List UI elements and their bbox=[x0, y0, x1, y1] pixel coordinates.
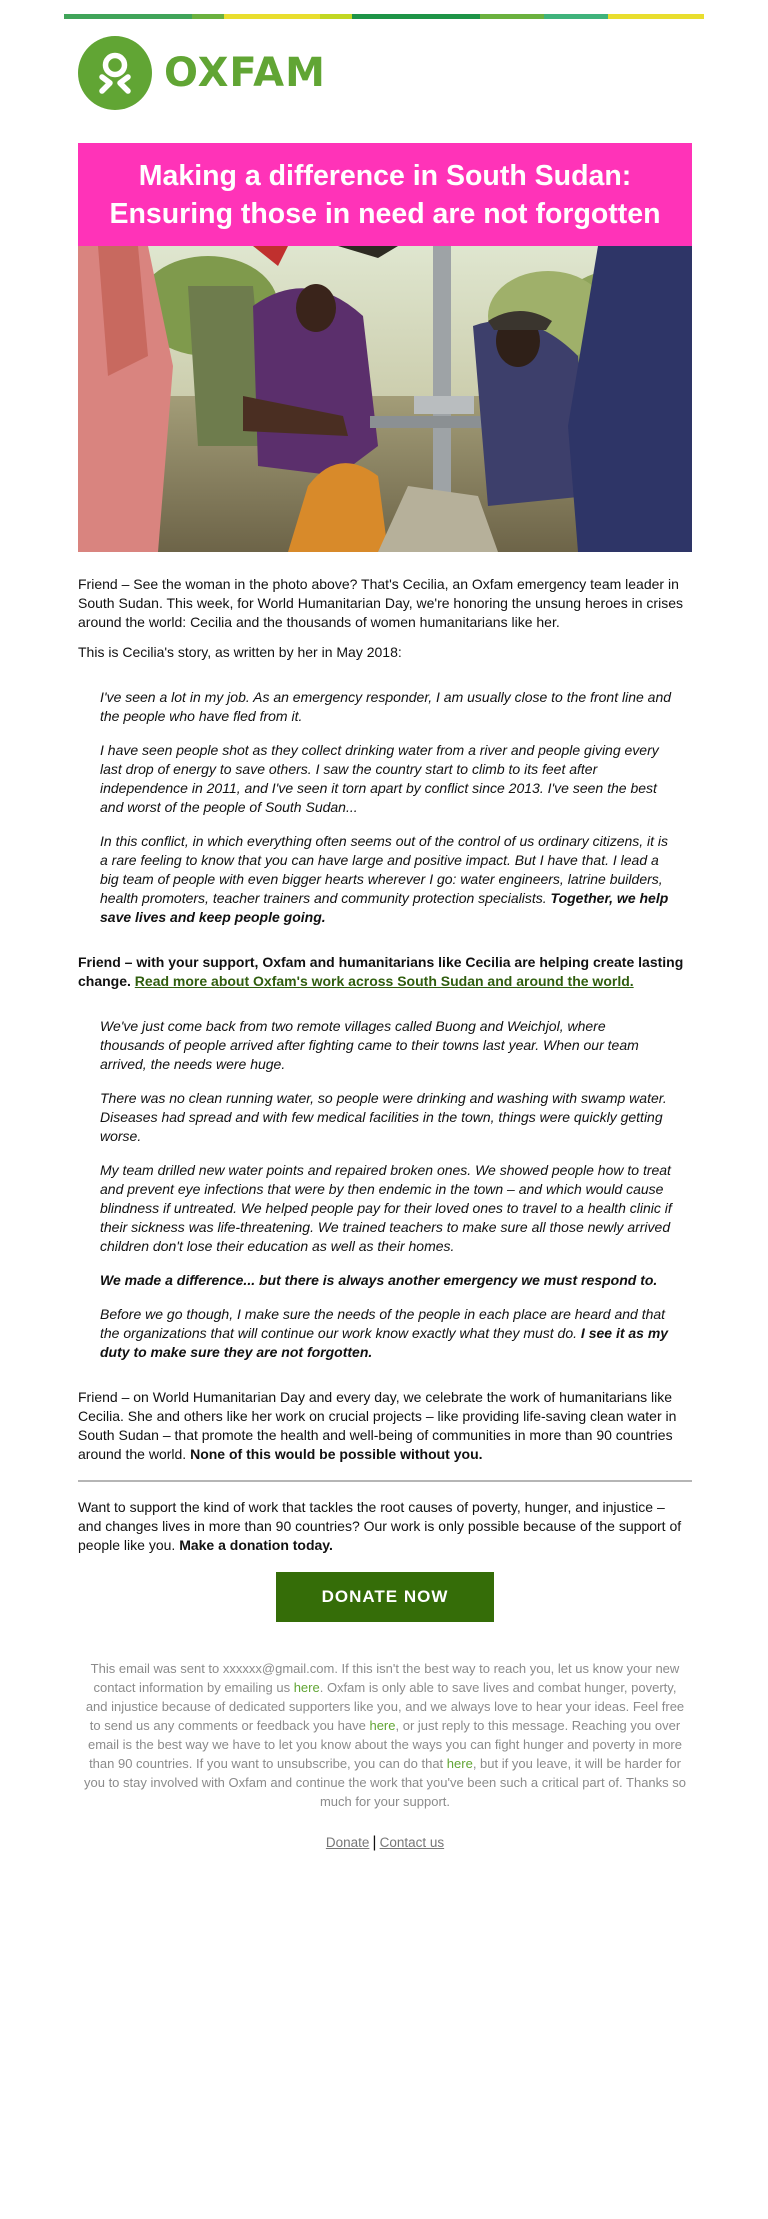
oxfam-wordmark: OXFAM bbox=[164, 50, 326, 96]
headline-banner bbox=[78, 143, 692, 246]
color-bar-segment bbox=[160, 14, 192, 19]
contact-email-link[interactable]: here bbox=[293, 1680, 320, 1695]
color-bar-segment bbox=[576, 14, 608, 19]
color-bar-segment bbox=[192, 14, 224, 19]
quote-paragraph: There was no clean running water, so people were drinking and washing with swamp water. Diseases had spread and with few medical facilities in the town, things were quickly getting worse. bbox=[100, 1090, 667, 1144]
quote-paragraph: My team drilled new water points and repaired broken ones. We showed people how to treat and prevent eye infections that were by then endemic in the town – and which would cause blindness if untreated. We helped people pay for their loved ones to travel to a health clinic if their sickness was life-threatening. We trained teachers to make sure all those newly arrived children don't lose their education as well as their homes. bbox=[100, 1162, 672, 1254]
quote-paragraph: Before we go though, I make sure the needs of the people in each place are heard and that the organizations that will continue our work know exactly what they must do. I see it as my duty to make sure they are not forgotten. bbox=[100, 1306, 669, 1360]
email-footer: This email was sent to xxxxxx@gmail.com. If this isn't the best way to reach you, let us know your new contact information by emailing us here. Oxfam is only able to save lives and combat hunger, poverty, and injustice because of dedicated supporters like you, and we always love to hear your ideas. Feel free to send us any comments or feedback you have here, or just reply to this message. Reaching you over email is the best way we have to let you know about the ways you can fight hunger and poverty in more than 90 countries. If you want to unsubscribe, you can do that here, but if you leave, it will be harder for you to stay involved with Oxfam and continue the work that you've been such a critical part of. Thanks so much for your support. bbox=[84, 1661, 687, 1809]
headline-line-1: Making a difference in South Sudan: bbox=[138, 159, 632, 192]
email-body bbox=[78, 575, 692, 1852]
quote-emphasis: Together, we help save lives and keep people going. bbox=[100, 890, 669, 925]
quote-paragraph: I have seen people shot as they collect drinking water from a river and people giving every last drop of energy to save others. I saw the country start to climb to its feet after independence in 2011, and I've seen it torn apart by conflict since 2013. I've seen the best and worst of the people of South Sudan... bbox=[100, 742, 659, 815]
cecilia-quote-2 bbox=[78, 1017, 692, 1362]
color-bar-segment bbox=[64, 14, 96, 19]
color-bar-segment bbox=[224, 14, 256, 19]
quote-emphasis: I see it as my duty to make sure they are not forgotten. bbox=[100, 1325, 669, 1360]
divider bbox=[78, 1480, 692, 1482]
read-more-link[interactable]: Read more about Oxfam's work across South Sudan and around the world. bbox=[134, 973, 634, 989]
color-bar-segment bbox=[352, 14, 384, 19]
quote-paragraph: I've seen a lot in my job. As an emergency responder, I am usually close to the front line and the people who have fled from it. bbox=[100, 689, 672, 724]
intro-paragraph: Friend – See the woman in the photo above? That's Cecilia, an Oxfam emergency team leader in South Sudan. This week, for World Humanitarian Day, we're honoring the unsung heroes in crises around the world: Cecilia and the thousands of women humanitarians like her. bbox=[78, 576, 683, 630]
donate-now-button[interactable]: DONATE NOW bbox=[276, 1572, 494, 1622]
color-bar-segment bbox=[256, 14, 288, 19]
quote-emphasis: We made a difference... but there is always another emergency we must respond to. bbox=[100, 1272, 658, 1288]
donate-button-wrap bbox=[78, 1572, 692, 1622]
hero-photo bbox=[78, 246, 692, 552]
color-bar-segment bbox=[640, 14, 672, 19]
footer-donate-link[interactable]: Donate bbox=[325, 1835, 370, 1850]
donation-appeal: Want to support the kind of work that tackles the root causes of poverty, hunger, and injustice – and changes lives in more than 90 countries? Our work is only possible because of the support of people like you. Make a donation today. bbox=[78, 1499, 682, 1553]
color-bar-segment bbox=[416, 14, 448, 19]
color-bar-segment bbox=[672, 14, 704, 19]
color-bar-segment bbox=[320, 14, 352, 19]
oxfam-logo[interactable] bbox=[78, 36, 326, 110]
color-bar-segment bbox=[288, 14, 320, 19]
story-intro: This is Cecilia's story, as written by her in May 2018: bbox=[78, 644, 402, 660]
color-bar-segment bbox=[448, 14, 480, 19]
footer-separator: | bbox=[372, 1834, 377, 1851]
color-bar-segment bbox=[512, 14, 544, 19]
quote-paragraph bbox=[100, 1271, 672, 1290]
quote-paragraph: In this conflict, in which everything often seems out of the control of us ordinary citizens, it is a rare feeling to know that you can have large and positive impact. But I have that. I lead a big team of people with even bigger hearts wherever I go: water engineers, latrine builders, health promoters, teacher trainers and community protection specialists. Together, we help save lives and keep people going. bbox=[100, 833, 669, 925]
footer-links bbox=[78, 1833, 692, 1852]
color-bar-segment bbox=[96, 14, 128, 19]
quote-paragraph: We've just come back from two remote villages called Buong and Weichjol, where thousands of people arrived after fighting came to their towns last year. When our team arrived, the needs were huge. bbox=[100, 1018, 639, 1072]
color-bar-segment bbox=[608, 14, 640, 19]
color-bar-segment bbox=[128, 14, 160, 19]
unsubscribe-link[interactable]: here bbox=[446, 1756, 473, 1771]
headline-line-2: Ensuring those in need are not forgotten bbox=[109, 197, 661, 230]
cecilia-quote-1 bbox=[78, 688, 692, 927]
closing-paragraph: Friend – on World Humanitarian Day and every day, we celebrate the work of humanitarians like Cecilia. She and others like her work on crucial projects – like providing life-saving clean water in South Sudan – that promote the health and well-being of communities in more than 90 countries around the world. None of this would be possible without you. bbox=[78, 1389, 677, 1462]
oxfam-logo-icon bbox=[78, 36, 152, 110]
brand-color-bar bbox=[64, 14, 704, 19]
color-bar-segment bbox=[480, 14, 512, 19]
footer-contact-link[interactable]: Contact us bbox=[379, 1835, 445, 1850]
color-bar-segment bbox=[384, 14, 416, 19]
feedback-link[interactable]: here bbox=[369, 1718, 396, 1733]
support-paragraph: Friend – with your support, Oxfam and humanitarians like Cecilia are helping create lasting change. Read more about Oxfam's work across South Sudan and around the world. bbox=[78, 954, 684, 989]
color-bar-segment bbox=[544, 14, 576, 19]
